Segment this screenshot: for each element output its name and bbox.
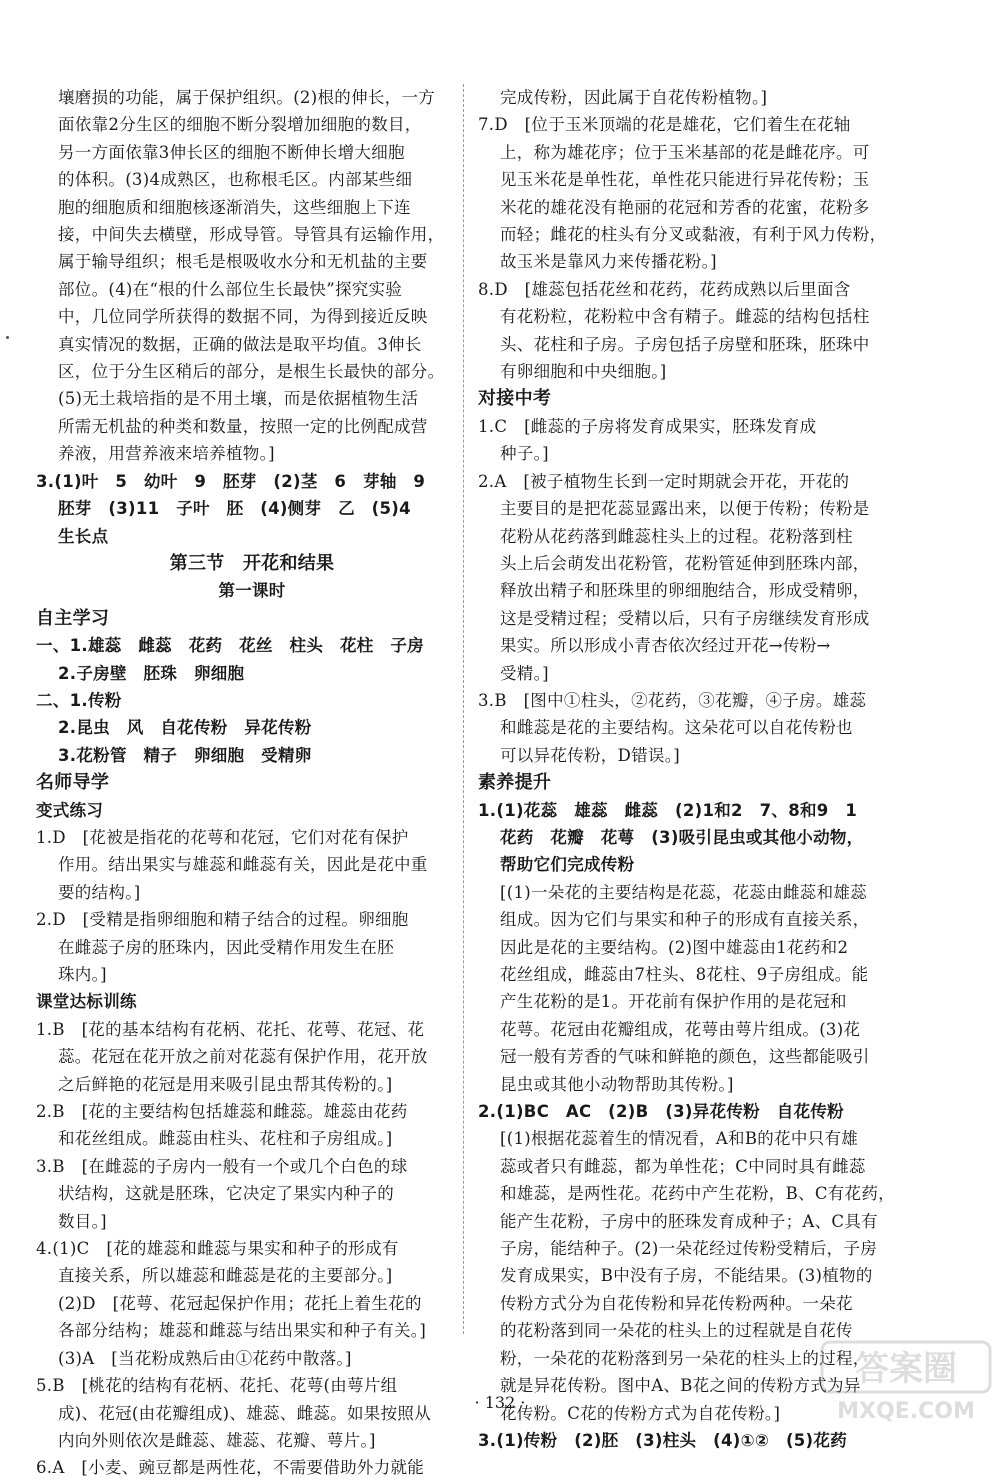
text-line: 见玉米花是单性花，单性花只能进行异花传粉；玉 <box>500 170 870 190</box>
text-line: 4.(1)C [花的雄蕊和雌蕊与果实和种子的形成有 <box>36 1239 399 1259</box>
text-line: 和雌蕊是花的主要结构。这朵花可以自花传粉也 <box>500 718 853 738</box>
text-line: 完成传粉，因此属于自花传粉植物。] <box>500 88 768 107</box>
text-line: 变式练习 <box>36 800 104 820</box>
text-line: 的体积。(3)4成熟区，也称根毛区。内部某些细 <box>58 170 413 190</box>
text-line: 米花的雄花没有艳丽的花冠和芳香的花蜜，花粉多 <box>500 197 870 217</box>
text-line: 之后鲜艳的花冠是用来吸引昆虫帮其传粉的。] <box>58 1074 393 1094</box>
text-line: 子房，能结种子。(2)一朵花经过传粉受精后，子房 <box>500 1239 878 1259</box>
text-line: 3.B [在雌蕊的子房内一般有一个或几个白色的球 <box>36 1156 408 1176</box>
text-line: 胞的细胞质和细胞核逐渐消失，这些细胞上下连 <box>58 197 411 217</box>
text-line: 2.A [被子植物生长到一定时期就会开花，开花的 <box>478 471 850 491</box>
right-column <box>478 84 950 1454</box>
text-line: 花萼。花冠由花瓣组成，花萼由萼片组成。(3)花 <box>500 1019 861 1039</box>
text-line: 素养提升 <box>478 772 552 794</box>
text-line: 课堂达标训练 <box>36 992 137 1012</box>
text-line: 花粉从花药落到雌蕊柱头上的过程。花粉落到柱 <box>500 526 853 546</box>
text-line: 另一方面依靠3伸长区的细胞不断伸长增大细胞 <box>58 142 405 162</box>
text-line: 主要目的是把花蕊显露出来，以便于传粉；传粉是 <box>500 499 870 519</box>
text-line: 生长点 <box>58 526 109 546</box>
text-line: [(1)一朵花的主要结构是花蕊，花蕊由雌蕊和雄蕊 <box>500 882 868 902</box>
text-line: [(1)根据花蕊着生的情况看，A和B的花中只有雄 <box>500 1129 859 1149</box>
text-line: 的花粉落到同一朵花的柱头上的过程就是自花传 <box>500 1321 853 1341</box>
text-line: 3.(1)叶 5 幼叶 9 胚芽 (2)茎 6 芽轴 9 <box>36 471 426 491</box>
text-line: 2.B [花的主要结构包括雄蕊和雌蕊。雄蕊由花药 <box>36 1102 408 1122</box>
watermark-top-text: 答案圈 <box>855 1349 957 1389</box>
text-line: 蕊或者只有雌蕊，都为单性花；C中同时具有雌蕊 <box>500 1156 866 1176</box>
text-line: 头上后会萌发出花粉管，花粉管延伸到胚珠内部， <box>500 553 870 573</box>
text-line: 粉，一朵花的花粉落到另一朵花的柱头上的过程， <box>500 1348 870 1368</box>
text-line: 2.D [受精是指卵细胞和精子结合的过程。卵细胞 <box>36 910 409 930</box>
text-line: 2.昆虫 风 自花传粉 异花传粉 <box>58 718 312 738</box>
text-line: 真实情况的数据，正确的做法是取平均值。3伸长 <box>58 334 422 354</box>
text-line: 二、1.传粉 <box>36 690 122 710</box>
left-column <box>36 84 468 1482</box>
text-line: 可以异花传粉，D错误。] <box>500 745 681 765</box>
text-line: 6.A [小麦、豌豆都是两性花，不需要借助外力就能 <box>36 1458 425 1478</box>
text-line: 花传粉。C花的传粉方式为自花传粉。] <box>500 1403 781 1423</box>
text-line: 发育成果实，B中没有子房，不能结果。(3)植物的 <box>500 1266 873 1286</box>
text-line: 1.B [花的基本结构有花柄、花托、花萼、花冠、花 <box>36 1019 425 1039</box>
text-line: 在雌蕊子房的胚珠内，因此受精作用发生在胚 <box>58 937 394 957</box>
text-line: 这是受精过程；受精以后，只有子房继续发育形成 <box>500 608 870 628</box>
text-line: 2.子房壁 胚珠 卵细胞 <box>58 663 245 683</box>
text-line: 有花粉粒，花粉粒中含有精子。雌蕊的结构包括柱 <box>500 307 870 327</box>
text-line: 3.B [图中①柱头，②花药，③花瓣，④子房。雄蕊 <box>478 690 867 710</box>
text-line: 组成。因为它们与果实和种子的形成有直接关系， <box>500 910 870 930</box>
text-line: 和花丝组成。雌蕊由柱头、花柱和子房组成。] <box>58 1129 393 1149</box>
text-line: 内向外则依次是雌蕊、雄蕊、花瓣、萼片。] <box>58 1430 376 1450</box>
text-line: 7.D [位于玉米顶端的花是雄花，它们着生在花轴 <box>478 115 851 135</box>
text-line: 昆虫或其他小动物帮助其传粉。] <box>500 1074 734 1094</box>
text-line: 数目。] <box>58 1211 107 1231</box>
text-line: 养液，用营养液来培养植物。] <box>58 444 275 464</box>
text-line: 和雄蕊，是两性花。花药中产生花粉，B、C有花药， <box>500 1184 895 1204</box>
text-line: 传粉方式分为自花传粉和异花传粉两种。一朵花 <box>500 1293 853 1313</box>
text-line: 冠一般有芳香的气味和鲜艳的颜色，这些都能吸引 <box>500 1047 870 1067</box>
text-line: 故玉米是靠风力来传播花粉。] <box>500 252 717 272</box>
text-line: 受精。] <box>500 663 549 683</box>
text-line: 有卵细胞和中央细胞。] <box>500 362 667 382</box>
text-line: 产生花粉的是1。开花前有保护作用的是花冠和 <box>500 992 847 1012</box>
text-line: 所需无机盐的种类和数量，按照一定的比例配成营 <box>58 416 428 436</box>
text-line: 2.(1)BC AC (2)B (3)异花传粉 自花传粉 <box>478 1102 844 1122</box>
text-line: 直接关系，所以雄蕊和雌蕊是花的主要部分。] <box>58 1266 393 1286</box>
text-line: 面依靠2分生区的细胞不断分裂增加细胞的数目， <box>58 115 422 135</box>
text-line: 1.D [花被是指花的花萼和花冠，它们对花有保护 <box>36 827 409 847</box>
text-line: (5)无土栽培指的是不用土壤，而是依据植物生活 <box>58 389 419 409</box>
text-line: 状结构，这就是胚珠，它决定了果实内种子的 <box>58 1184 394 1204</box>
text-line: 壤磨损的功能，属于保护组织。(2)根的伸长，一方 <box>58 88 436 107</box>
text-line: 区，位于分生区稍后的部分，是根生长最快的部分。 <box>58 362 445 382</box>
watermark-logo <box>820 1340 992 1425</box>
text-line: 要的结构。] <box>58 882 141 902</box>
text-line: 接，中间失去横壁，形成导管。导管具有运输作用， <box>58 225 445 245</box>
text-line: 就是异花传粉。图中A、B花之间的传粉方式为异 <box>500 1376 861 1396</box>
text-line: 释放出精子和胚珠里的卵细胞结合，形成受精卵， <box>500 581 870 601</box>
text-line: 成)、花冠(由花瓣组成)、雄蕊、雌蕊。如果按照从 <box>58 1403 432 1423</box>
text-line: 3.花粉管 精子 卵细胞 受精卵 <box>58 745 312 765</box>
watermark-bottom-text: MXQE.COM <box>837 1399 975 1424</box>
text-line: 3.(1)传粉 (2)胚 (3)柱头 (4)①② (5)花药 <box>478 1430 848 1450</box>
text-line: 帮助它们完成传粉 <box>500 855 635 875</box>
text-line: 第三节 开花和结果 <box>169 552 335 574</box>
text-line: 种子。] <box>500 444 549 464</box>
text-line: 5.B [桃花的结构有花柄、花托、花萼(由萼片组 <box>36 1376 398 1396</box>
text-line: 名师导学 <box>36 772 110 794</box>
text-line: 花药 花瓣 花萼 (3)吸引昆虫或其他小动物， <box>500 827 864 847</box>
page-number: · 132 · <box>474 1393 526 1412</box>
text-line: 因此是花的主要结构。(2)图中雄蕊由1花药和2 <box>500 937 849 957</box>
text-line: 作用。结出果实与雄蕊和雌蕊有关，因此是花中重 <box>58 855 428 875</box>
text-line: 珠内。] <box>58 965 107 984</box>
text-line: 各部分结构；雄蕊和雌蕊与结出果实和种子有关。] <box>58 1321 427 1341</box>
text-line: 对接中考 <box>478 388 552 410</box>
text-line: 花丝组成，雌蕊由7柱头、8花柱、9子房组成。能 <box>500 965 869 984</box>
text-line: 属于输导组织；根毛是根吸收水分和无机盐的主要 <box>58 252 428 272</box>
text-line: 1.C [雌蕊的子房将发育成果实，胚珠发育成 <box>478 416 817 436</box>
text-line: 1.(1)花蕊 雄蕊 雌蕊 (2)1和2 7、8和9 1 <box>478 800 858 820</box>
column-divider <box>463 84 464 1334</box>
text-line: (3)A [当花粉成熟后由①花药中散落。] <box>58 1348 352 1368</box>
text-line: 胚芽 (3)11 子叶 胚 (4)侧芽 乙 (5)4 <box>58 499 411 519</box>
text-line: 头、花柱和子房。子房包括子房壁和胚珠，胚珠中 <box>500 334 870 354</box>
text-line: 自主学习 <box>36 607 110 629</box>
text-line: 果实。所以形成小青杏依次经过开花→传粉→ <box>500 636 831 656</box>
text-line: 而轻；雌花的柱头有分叉或黏液，有利于风力传粉， <box>500 225 887 245</box>
text-line: 中，几位同学所获得的数据不同，为得到接近反映 <box>58 307 428 327</box>
text-line: 上，称为雄花序；位于玉米基部的花是雌花序。可 <box>500 142 870 162</box>
text-line: 蕊。花冠在花开放之前对花蕊有保护作用，花开放 <box>58 1047 428 1067</box>
text-line: (2)D [花萼、花冠起保护作用；花托上着生花的 <box>58 1293 422 1313</box>
text-line: 能产生花粉，子房中的胚珠发育成种子；A、C具有 <box>500 1211 878 1231</box>
scan-dot <box>6 336 9 339</box>
text-line: 部位。(4)在“根的什么部位生长最快”探究实验 <box>58 279 403 299</box>
text-line: 一、1.雄蕊 雌蕊 花药 花丝 柱头 花柱 子房 <box>36 636 424 656</box>
text-line: 8.D [雄蕊包括花丝和花药，花药成熟以后里面含 <box>478 279 851 299</box>
text-line: 第一课时 <box>218 581 286 601</box>
